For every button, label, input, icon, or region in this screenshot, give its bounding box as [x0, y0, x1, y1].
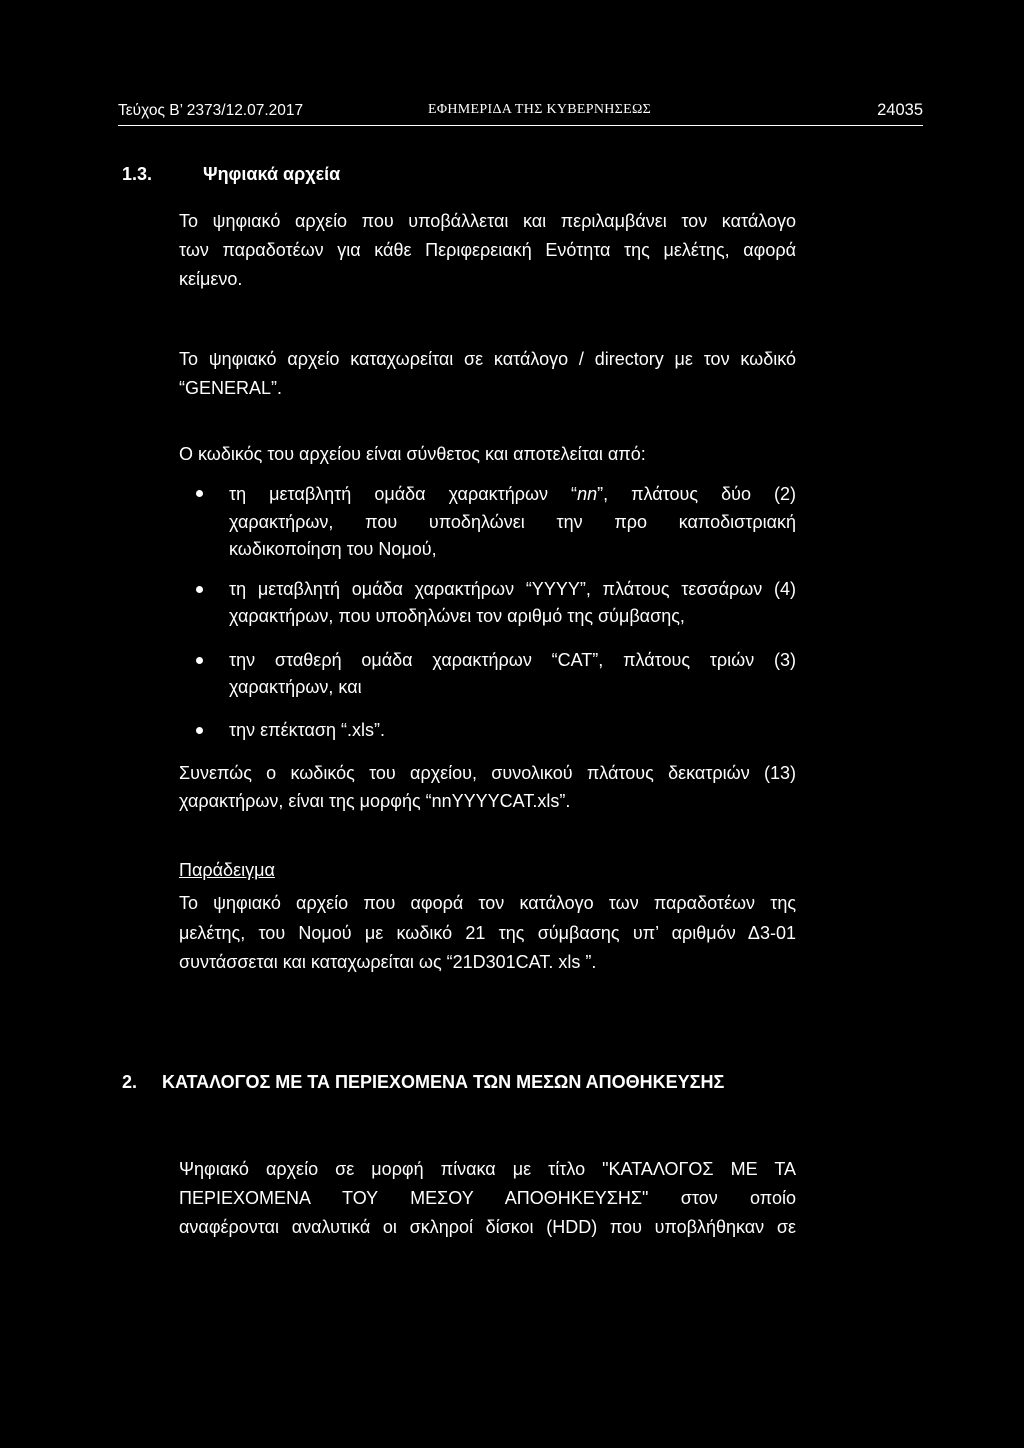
bullet-dot: [196, 490, 203, 497]
para1-line3: κείμενο.: [179, 269, 243, 289]
example-line2: μελέτης, του Νομού με κωδικό 21 της σύμβασης υπ’ αριθμόν Δ3-01: [179, 923, 796, 943]
code-intro: Ο κωδικός του αρχείου είναι σύνθετος και αποτελείται από:: [179, 444, 646, 464]
para1-line1: Το ψηφιακό αρχείο που υποβάλλεται και περιλαμβάνει τον κατάλογο: [179, 211, 796, 231]
bullet1-line1: τη μεταβλητή ομάδα χαρακτήρων “nn”, πλάτους δύο (2): [229, 484, 797, 504]
para1-line2: των παραδοτέων για κάθε Περιφερειακή Ενότητα της μελέτης, αφορά: [179, 240, 796, 260]
bullet1-line2: χαρακτήρων, που υποδηλώνει την προ καποδιστριακή: [229, 512, 796, 532]
example-label: Παράδειγμα: [179, 860, 275, 880]
bullet-dot: [196, 586, 203, 593]
para2-line2: “GENERAL”.: [179, 378, 283, 398]
para2-line1: Το ψηφιακό αρχείο καταχωρείται σε κατάλογο / directory με τον κωδικό: [179, 349, 796, 369]
issue-reference: Τεύχος Β’ 2373/12.07.2017: [118, 102, 304, 119]
bullet2-line2: χαρακτήρων, που υποδηλώνει τον αριθμό της σύμβασης,: [229, 606, 685, 626]
section-2-title: ΚΑΤΑΛΟΓΟΣ ΜΕ ΤΑ ΠΕΡΙΕΧΟΜΕΝΑ ΤΩΝ ΜΕΣΩΝ ΑΠΟΘΗΚΕΥΣΗΣ: [162, 1072, 725, 1092]
summary-line1: Συνεπώς ο κωδικός του αρχείου, συνολικού πλάτους δεκατριών (13): [179, 763, 796, 783]
bullet4-line1: την επέκταση “.xls”.: [229, 720, 385, 740]
bullet2-line1: τη μεταβλητή ομάδα χαρακτήρων “YYYY”, πλάτους τεσσάρων (4): [229, 579, 796, 599]
section2-line2: ΠΕΡΙΕΧΟΜΕΝΑ ΤΟΥ ΜΕΣΟΥ ΑΠΟΘΗΚΕΥΣΗΣ" στον οποίο: [179, 1188, 796, 1208]
summary-line2: χαρακτήρων, είναι της μορφής “nnYYYYCAT.xls”.: [179, 791, 571, 811]
section2-line1: Ψηφιακό αρχείο σε μορφή πίνακα με τίτλο "ΚΑΤΑΛΟΓΟΣ ΜΕ ΤΑ: [179, 1159, 796, 1179]
section-1-3-number: 1.3.: [122, 164, 153, 184]
section-1-3-title: Ψηφιακά αρχεία: [203, 164, 341, 184]
page-header: [118, 101, 923, 126]
bullet3-line1: την σταθερή ομάδα χαρακτήρων “CAT”, πλάτους τριών (3): [229, 650, 796, 670]
bullet3-line2: χαρακτήρων, και: [229, 677, 362, 697]
example-line3: συντάσσεται και καταχωρείται ως “21D301CAT. xls ”.: [179, 952, 597, 972]
section-2-number: 2.: [122, 1072, 138, 1092]
bullet-dot: [196, 657, 203, 664]
example-line1: Το ψηφιακό αρχείο που αφορά τον κατάλογο των παραδοτέων της: [179, 893, 796, 913]
bullet1-line3: κωδικοποίηση του Νομού,: [229, 539, 437, 559]
bullet-dot: [196, 727, 203, 734]
page-number: 24035: [877, 101, 923, 119]
journal-title: ΕΦΗΜΕΡΙΔΑ ΤΗΣ ΚΥΒΕΡΝΗΣΕΩΣ: [428, 102, 652, 117]
section2-line3: αναφέρονται αναλυτικά οι σκληροί δίσκοι (HDD) που υποβλήθηκαν σε: [179, 1217, 796, 1237]
